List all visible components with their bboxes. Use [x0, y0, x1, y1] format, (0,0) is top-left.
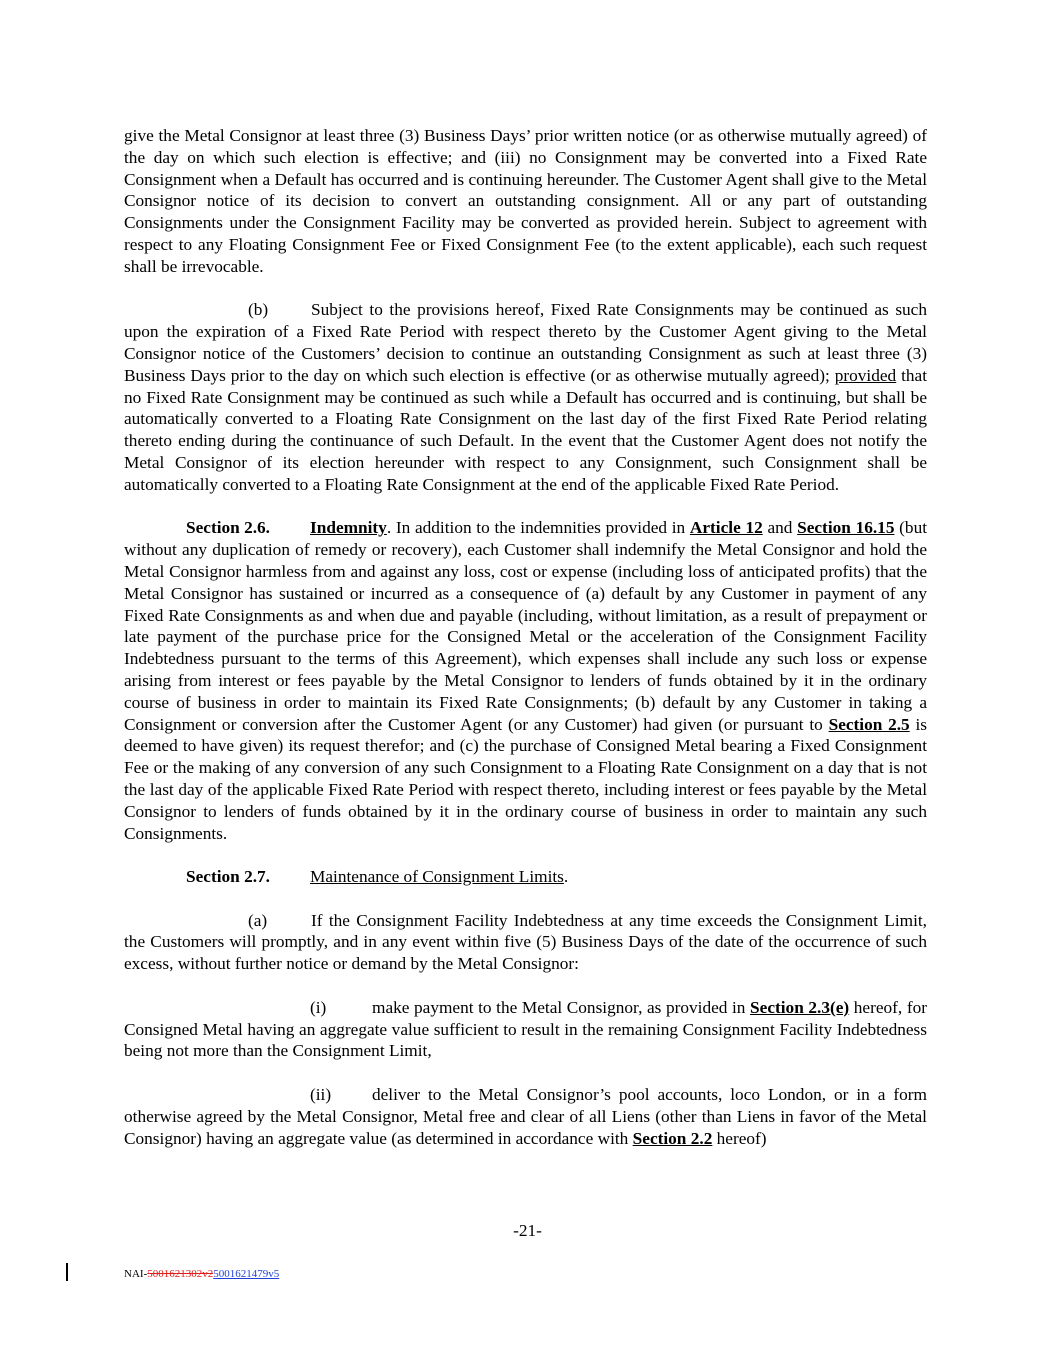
section-2-6-indemnity	[124, 517, 927, 844]
clause-ii-text-1: deliver to the Metal Consignor’s pool accounts, loco London, or in a form otherwise agreed by the Metal Consignor, Metal free and clear of all Liens (other than Liens in favor of the Metal Consignor) having an aggregate value (as determined in accordance with	[124, 1085, 927, 1148]
section-2-6-title: Indemnity	[310, 518, 387, 538]
document-body	[124, 125, 927, 1149]
section-2-6-number: Section 2.6.	[186, 518, 271, 538]
clause-label-a: (a)	[248, 910, 268, 930]
paragraph-election-continuation: give the Metal Consignor at least three (3) Business Days’ prior written notice (or as otherwise mutually agreed) of the day on which such election is effective; and (iii) no Consignment may be converted into a Fixed Rate Consignment when a Default has occurred and is continuing hereunder. The Customer Agent shall give to the Metal Consignor notice of its decision to convert an outstanding consignment. All or any part of outstanding Consignments under the Consignment Facility may be converted as provided herein. Subject to agreement with respect to any Floating Consignment Fee or Fixed Consignment Fee (to the extent applicable), each such request shall be irrevocable.	[124, 126, 927, 276]
clause-i-text-1: make payment to the Metal Consignor, as provided in	[372, 997, 751, 1017]
article-12-reference[interactable]: Article 12	[689, 518, 763, 538]
clause-label-b: (b)	[248, 300, 269, 320]
document-id-inserted: 5001621479v5	[213, 1268, 280, 1280]
clause-b-text-2: that no Fixed Rate Consignment may be continued as such while a Default has occurred and is continuing, but shall be automatically converted to a Floating Rate Consignment on the last day of the first Fixed Rate Period relating thereto ending during the continuance of such Default. In the event that the Customer Agent does not notify the Metal Consignor of its election hereunder with respect to any Consignment, such Consignment shall be automatically converted to a Floating Rate Consignment at the end of the applicable Fixed Rate Period.	[124, 365, 928, 494]
section-2-6-text-3: (but without any duplication of remedy or recovery), each Customer shall indemnify the Metal Consignor and hold the Metal Consignor harmless from and against any loss, cost or expense (including loss of anticipated profits) that the Metal Consignor has sustained or incurred as a consequence of (a) default by any Customer in payment of any Fixed Rate Consignments as and when due and payable (including, without limitation, as a result of prepayment or late payment of the purchase price for the Consigned Metal or the acceleration of the Consignment Facility Indebtedness pursuant to the terms of this Agreement), which expenses shall include any such loss or expense arising from interest or fees payable by the Metal Consignor to lenders of funds obtained by it in the ordinary course of business in order to maintain its Fixed Rate Consignments; (b) default by any Customer in taking a Consignment or conversion after the Customer Agent (or any Customer) had given (or pursuant to	[124, 518, 928, 734]
document-id-deleted: 5001621302v2	[147, 1268, 214, 1280]
section-2-7-number: Section 2.7.	[186, 867, 271, 887]
section-2-7-heading	[124, 866, 927, 888]
section-16-15-reference[interactable]: Section 16.15	[797, 518, 895, 538]
provided-term: provided	[834, 365, 897, 385]
clause-label-i: (i)	[310, 997, 327, 1017]
document-id-prefix: NAI-	[124, 1268, 148, 1280]
clause-label-ii: (ii)	[310, 1085, 332, 1105]
section-2-6-title-period: .	[386, 518, 392, 538]
section-2-6-text-2: and	[762, 518, 798, 538]
paragraph-i-make-payment	[124, 997, 927, 1062]
clause-ii-text-2: hereof)	[712, 1128, 767, 1148]
section-2-5-reference[interactable]: Section 2.5	[828, 714, 910, 734]
section-2-7-title: Maintenance of Consignment Limits	[310, 867, 564, 887]
clause-b-text-1: Subject to the provisions hereof, Fixed Rate Consignments may be continued as such upon the expiration of a Fixed Rate Period with respect thereto by the Customer Agent giving to the Metal Consignor notice of the Customers’ decision to continue an outstanding Consignment as such at least three (3) Business Days prior to the day on which such election is effective (or as otherwise mutually agreed);	[124, 300, 927, 385]
section-2-7-title-period: .	[563, 867, 569, 887]
paragraph-ii-deliver-metal	[124, 1084, 927, 1149]
clause-i-text-2: hereof, for Consigned Metal having an aggregate value sufficient to result in the remaining Consignment Facility Indebtedness being not more than the Consignment Limit,	[124, 997, 927, 1061]
revision-change-bar	[66, 1263, 68, 1281]
paragraph-a-consignment-limit	[124, 910, 927, 975]
section-2-6-text-1: In addition to the indemnities provided in	[391, 518, 690, 538]
page-number: -21-	[513, 1221, 542, 1240]
section-2-2-reference[interactable]: Section 2.2	[632, 1128, 713, 1148]
section-2-3-e-reference[interactable]: Section 2.3(e)	[750, 997, 850, 1017]
section-2-6-text-4: is deemed to have given) its request therefor; and (c) the purchase of Consigned Metal bearing a Fixed Consignment Fee or the making of any conversion of any such Consignment to a Floating Rate Consignment on a day that is not the last day of the applicable Fixed Rate Period with respect thereto, including interest or fees payable by the Metal Consignor to lenders of funds obtained by it in the ordinary course of business in order to maintain any such Consignments.	[124, 714, 927, 843]
paragraph-b-continuation	[124, 299, 927, 495]
clause-a-text: If the Consignment Facility Indebtedness at any time exceeds the Consignment Limit, the Customers will promptly, and in any event within five (5) Business Days of the date of the occurrence of such excess, without further notice or demand by the Metal Consignor:	[124, 910, 927, 974]
document-id-footer	[124, 1268, 279, 1281]
